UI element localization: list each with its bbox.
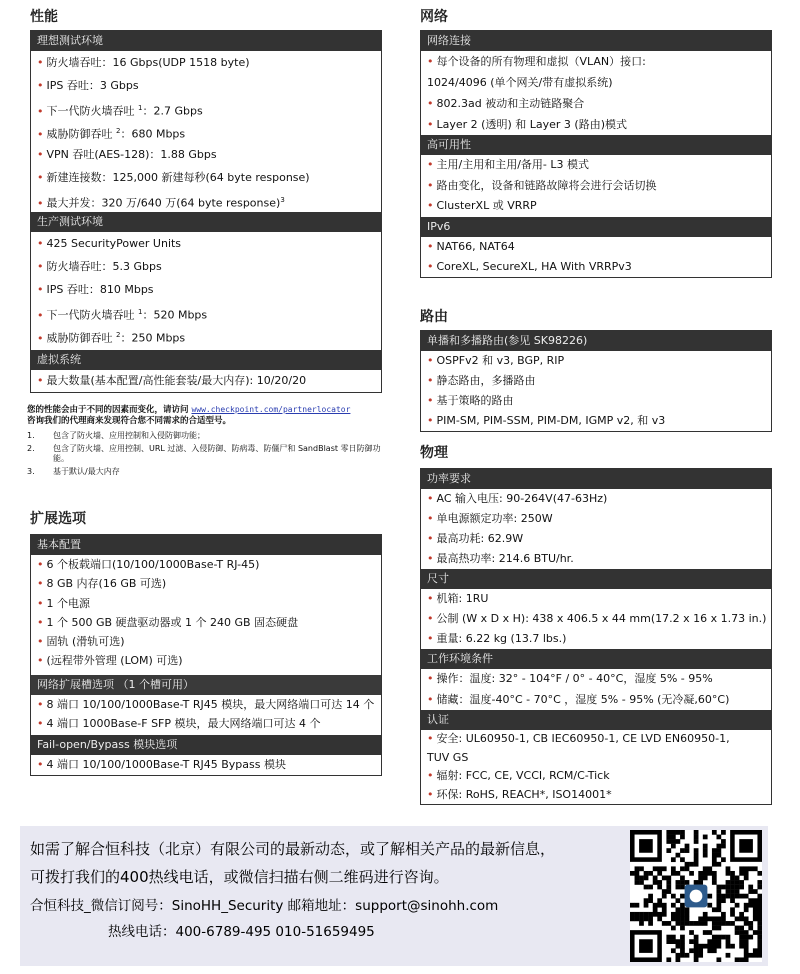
bullet-icon: • — [37, 716, 44, 730]
bullet-icon: • — [37, 148, 44, 161]
item-text: VPN 吞吐(AES-128)：1.88 Gbps — [46, 148, 217, 161]
list-item — [31, 651, 381, 670]
item-text: 最高功耗: 62.9W — [436, 532, 524, 545]
basic-config-header: 基本配置 — [31, 535, 381, 555]
bullet-icon: • — [427, 55, 434, 68]
virtual-system-list — [31, 370, 381, 392]
footnote-number: 1. — [27, 431, 35, 440]
bullet-icon: • — [427, 612, 434, 625]
list-item — [421, 730, 771, 749]
ideal-env-header: 理想测试环境 — [31, 31, 381, 51]
footnotes — [27, 431, 387, 477]
env-header: 工作环境条件 — [421, 649, 771, 669]
routing-section — [420, 308, 772, 432]
power-list — [421, 489, 771, 569]
bullet-icon: • — [37, 697, 44, 711]
expansion-title: 扩展选项 — [30, 511, 86, 527]
promo-hotline: 热线电话：400-6789-495 010-51659495 — [108, 924, 375, 940]
bullet-icon: • — [37, 635, 44, 649]
bullet-icon: • — [427, 259, 434, 273]
promo-banner — [20, 826, 768, 966]
footnote-ref: 1 — [138, 308, 143, 316]
item-text: 1 个 500 GB 硬盘驱动器或 1 个 240 GB 固态硬盘 — [46, 615, 299, 629]
list-item — [421, 196, 771, 217]
list-item — [31, 632, 381, 651]
ipv6-header: IPv6 — [421, 217, 771, 237]
production-env-header: 生产测试环境 — [31, 212, 381, 232]
promo-line2: 可拨打我们的400热线电话，或微信扫描右侧二维码进行咨询。 — [30, 868, 449, 886]
bullet-icon: • — [427, 414, 434, 427]
bullet-icon: • — [37, 331, 44, 345]
expansion-box — [30, 534, 382, 776]
footnote-number: 3. — [27, 467, 35, 476]
footnote-number: 2. — [27, 444, 35, 453]
list-item — [421, 391, 771, 411]
list-item — [421, 529, 771, 549]
footnote — [27, 467, 387, 477]
footnote-ref: 2 — [116, 127, 121, 135]
list-item — [31, 278, 381, 301]
item-text: 6 个板载端口(10/100/1000Base-T RJ-45) — [46, 558, 260, 571]
list-item — [31, 74, 381, 97]
item-value: ：2.7 Gbps — [142, 104, 203, 118]
item-text: 静态路由，多播路由 — [436, 374, 536, 387]
list-item — [421, 549, 771, 569]
network-title: 网络 — [420, 9, 448, 25]
list-item — [31, 232, 381, 255]
item-text: 每个设备的所有物理和虚拟（VLAN）接口: — [436, 55, 646, 68]
bullet-icon: • — [427, 354, 434, 367]
item-text: 最大数量(基本配置/高性能套装/最大内存): 10/20/20 — [46, 374, 307, 387]
list-item — [31, 189, 381, 212]
item-value: ：250 Mbps — [120, 331, 186, 345]
network-box — [420, 30, 772, 278]
bullet-icon: • — [37, 308, 44, 322]
list-item — [31, 613, 381, 632]
bullet-icon: • — [427, 492, 434, 505]
item-text: AC 输入电压: 90-264V(47-63Hz) — [436, 492, 608, 505]
footnote — [27, 431, 387, 441]
list-item — [421, 257, 771, 277]
list-item — [421, 786, 771, 805]
item-text: 425 SecurityPower Units — [46, 237, 182, 250]
item-text: 防火墙吞吐：5.3 Gbps — [46, 260, 162, 273]
list-item — [421, 489, 771, 509]
qr-code[interactable] — [630, 830, 762, 962]
list-item — [421, 176, 771, 197]
item-text: 1 个电源 — [46, 596, 90, 610]
item-text: 机箱: 1RU — [436, 592, 489, 605]
item-text: IPS 吞吐：3 Gbps — [46, 79, 139, 92]
bullet-icon: • — [37, 127, 44, 141]
bullet-icon: • — [427, 374, 434, 387]
bullet-icon: • — [427, 394, 434, 407]
list-item — [421, 690, 771, 711]
list-item — [421, 411, 771, 431]
bullet-icon: • — [37, 577, 44, 591]
virtual-system-header: 虚拟系统 — [31, 350, 381, 370]
item-text: 下一代防火墙吞吐 — [46, 308, 138, 322]
performance-note — [27, 404, 387, 480]
item-text: 最高热功率: 214.6 BTU/hr. — [436, 552, 574, 565]
bullet-icon: • — [427, 97, 434, 110]
bullet-icon: • — [427, 178, 434, 192]
bullet-icon: • — [37, 654, 44, 668]
item-text: 路由变化，设备和链路故障将会进行会话切换 — [436, 178, 657, 192]
note-line2: 咨询我们的代理商来发现符合您不同需求的合适型号。 — [27, 416, 232, 426]
list-item — [31, 574, 381, 593]
item-text: 安全: UL60950-1, CB IEC60950-1, CE LVD EN60950-1, — [436, 732, 730, 745]
list-item — [31, 51, 381, 74]
ha-list — [421, 155, 771, 217]
cert-list — [421, 730, 771, 804]
physical-section — [420, 444, 772, 805]
list-item — [31, 594, 381, 613]
ipv6-list — [421, 237, 771, 277]
bullet-icon: • — [427, 632, 434, 645]
bullet-icon: • — [37, 56, 44, 69]
list-item — [31, 755, 381, 775]
list-item — [31, 714, 381, 733]
list-item — [31, 695, 381, 714]
network-connect-header: 网络连接 — [421, 31, 771, 51]
qr-code-icon — [630, 830, 762, 962]
routing-title: 路由 — [420, 309, 448, 325]
footnote-text: 包含了防火墙、应用控制、URL 过滤、入侵防御、防病毒、防僵尸和 SandBlast 零日防御功能。 — [53, 444, 381, 463]
bullet-icon: • — [427, 158, 434, 171]
item-text: 最大并发：320 万/640 万(64 byte response) — [46, 196, 281, 210]
item-text: 威胁防御吞吐 — [46, 127, 116, 141]
bullet-icon: • — [427, 592, 434, 605]
bullet-icon: • — [37, 596, 44, 610]
list-item — [421, 767, 771, 786]
item-text: Layer 2 (透明) 和 Layer 3 (路由)模式 — [436, 118, 627, 131]
power-header: 功率要求 — [421, 469, 771, 489]
list-item — [421, 351, 771, 371]
bullet-icon: • — [427, 199, 434, 212]
bullet-icon: • — [427, 672, 434, 685]
item-text: 单电源额定功率: 250W — [436, 512, 553, 525]
item-value: ：520 Mbps — [142, 308, 208, 322]
list-item — [31, 370, 381, 392]
item-text: (远程带外管理 (LOM) 可选) — [46, 654, 183, 668]
list-item — [31, 166, 381, 189]
bullet-icon: • — [37, 104, 44, 118]
item-text: ClusterXL 或 VRRP — [436, 199, 537, 212]
bullet-icon: • — [427, 512, 434, 525]
item-text: 新建连接数：125,000 新建每秒(64 byte response) — [46, 171, 310, 184]
env-list — [421, 669, 771, 710]
footnote-ref: 2 — [116, 331, 121, 339]
ha-header: 高可用性 — [421, 135, 771, 155]
list-item — [31, 143, 381, 166]
bullet-icon: • — [37, 757, 44, 771]
network-slot-header: 网络扩展槽选项 （1 个槽可用） — [31, 675, 381, 695]
item-text: 4 端口 10/100/1000Base-T RJ45 Bypass 模块 — [46, 757, 286, 771]
list-item — [421, 509, 771, 529]
list-item — [421, 609, 771, 629]
production-env-list — [31, 232, 381, 347]
bullet-icon: • — [427, 532, 434, 545]
bullet-icon: • — [37, 374, 44, 387]
footnote-text: 基于默认/最大内存 — [53, 467, 120, 476]
item-text: 储藏：温度-40°C - 70°C ，湿度 5% - 95% (无冷凝,60°C) — [436, 692, 730, 706]
bullet-icon: • — [37, 237, 44, 250]
list-item — [31, 324, 381, 347]
network-slot-list — [31, 695, 381, 733]
item-text: 主用/主用和主用/备用- L3 模式 — [436, 158, 590, 171]
promo-contact: 合恒科技_微信订阅号：SinoHH_Security 邮箱地址：support@sinohh.com — [30, 898, 499, 914]
item-text: 8 端口 10/100/1000Base-T RJ45 模块，最大网络端口可达 14 个 — [46, 697, 375, 711]
list-item — [421, 749, 771, 768]
network-connect-list — [421, 51, 771, 135]
list-item — [421, 589, 771, 609]
bullet-icon: • — [427, 118, 434, 131]
basic-config-list — [31, 555, 381, 671]
item-text: 下一代防火墙吞吐 — [46, 104, 138, 118]
list-item — [421, 669, 771, 690]
list-item — [421, 155, 771, 176]
item-text: NAT66, NAT64 — [436, 239, 515, 253]
size-list — [421, 589, 771, 649]
note-text — [27, 404, 387, 416]
performance-box — [30, 30, 382, 393]
item-text: OSPFv2 和 v3, BGP, RIP — [436, 354, 565, 367]
list-item — [31, 255, 381, 278]
note-line1: 您的性能会由于不同的因素而变化，请访问 — [27, 405, 192, 415]
list-item — [421, 51, 771, 72]
item-text: 威胁防御吞吐 — [46, 331, 116, 345]
item-text: CoreXL, SecureXL, HA With VRRPv3 — [436, 259, 632, 273]
footnote — [27, 444, 387, 464]
item-text: 辐射: FCC, CE, VCCI, RCM/C-Tick — [436, 769, 610, 783]
list-item — [31, 97, 381, 120]
bypass-list — [31, 755, 381, 775]
item-text: 基于策略的路由 — [436, 394, 514, 407]
bullet-icon: • — [427, 769, 434, 783]
item-text: 环保: RoHS, REACH*, ISO14001* — [436, 787, 612, 801]
physical-title: 物理 — [420, 445, 448, 461]
performance-section — [30, 8, 382, 393]
partner-locator-link[interactable]: www.checkpoint.com/partnerlocator — [191, 405, 351, 414]
bullet-icon: • — [37, 79, 44, 92]
ideal-env-list — [31, 51, 381, 212]
bullet-icon: • — [427, 732, 434, 745]
item-text: 防火墙吞吐：16 Gbps(UDP 1518 byte) — [46, 56, 250, 69]
item-text: IPS 吞吐：810 Mbps — [46, 283, 154, 296]
bullet-icon: • — [427, 552, 434, 565]
routing-box — [420, 330, 772, 432]
list-item — [421, 629, 771, 649]
cert-header: 认证 — [421, 710, 771, 730]
list-item — [421, 371, 771, 391]
item-text: 固轨 (滑轨可选) — [46, 635, 125, 649]
item-text: 1024/4096 (单个网关/带有虚拟系统) — [427, 76, 613, 89]
bullet-icon: • — [37, 283, 44, 296]
item-text: 4 端口 1000Base-F SFP 模块，最大网络端口可达 4 个 — [46, 716, 321, 730]
item-text: 重量: 6.22 kg (13.7 lbs.) — [436, 632, 567, 645]
network-section — [420, 8, 772, 278]
bullet-icon: • — [37, 196, 44, 210]
footnote-ref: 1 — [138, 104, 143, 112]
bullet-icon: • — [37, 171, 44, 184]
list-item — [31, 555, 381, 574]
item-text: 8 GB 内存(16 GB 可选) — [46, 577, 167, 591]
routing-list — [421, 351, 771, 431]
list-item — [421, 72, 771, 93]
list-item — [31, 120, 381, 143]
footnote-text: 包含了防火墙、应用控制和入侵防御功能； — [53, 431, 205, 440]
routing-header: 单播和多播路由(参见 SK98226) — [421, 331, 771, 351]
bypass-header: Fail-open/Bypass 模块选项 — [31, 735, 381, 755]
item-value: ：680 Mbps — [120, 127, 186, 141]
list-item — [421, 93, 771, 114]
performance-title: 性能 — [30, 9, 58, 25]
physical-box — [420, 468, 772, 805]
item-text: TUV GS — [427, 750, 469, 764]
promo-line1: 如需了解合恒科技（北京）有限公司的最新动态，或了解相关产品的最新信息， — [30, 840, 556, 858]
expansion-section — [30, 510, 382, 776]
bullet-icon: • — [37, 260, 44, 273]
bullet-icon: • — [427, 787, 434, 801]
bullet-icon: • — [37, 615, 44, 629]
list-item — [421, 237, 771, 257]
item-text: PIM-SM, PIM-SSM, PIM-DM, IGMP v2, 和 v3 — [436, 414, 666, 427]
list-item — [421, 114, 771, 135]
bullet-icon: • — [427, 692, 434, 706]
list-item — [31, 301, 381, 324]
bullet-icon: • — [427, 239, 434, 253]
item-text: 公制 (W x D x H): 438 x 406.5 x 44 mm(17.2 x 16 x 1.73 in.) — [436, 612, 767, 625]
item-text: 操作：温度: 32° - 104°F / 0° - 40°C，湿度 5% - 95% — [436, 672, 713, 685]
footnote-ref: 3 — [280, 196, 285, 204]
item-text: 802.3ad 被动和主动链路聚合 — [436, 97, 585, 110]
size-header: 尺寸 — [421, 569, 771, 589]
bullet-icon: • — [37, 558, 44, 571]
